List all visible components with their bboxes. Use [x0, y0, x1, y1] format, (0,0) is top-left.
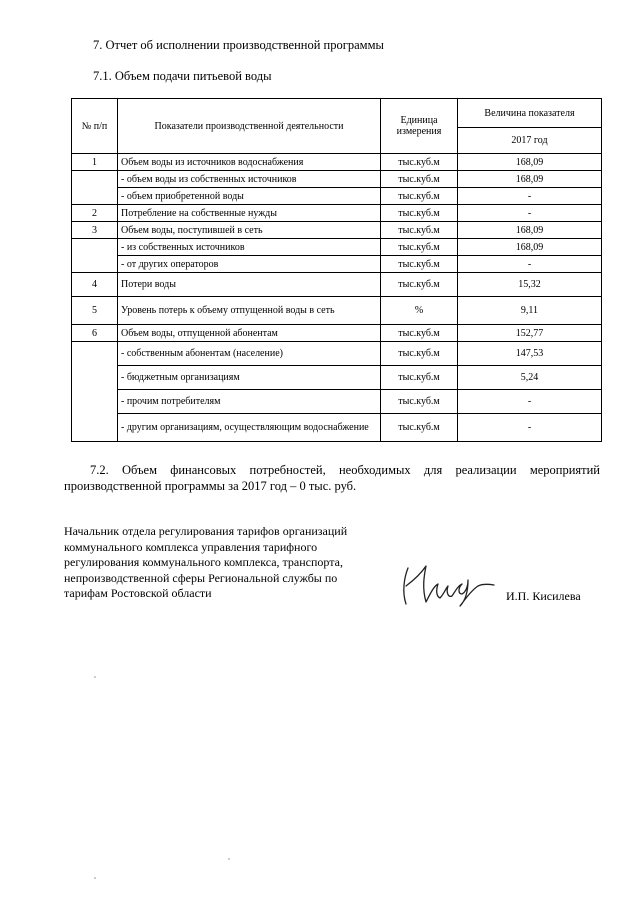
row-label: Потери воды: [118, 273, 381, 297]
row-label: - прочим потребителям: [118, 390, 381, 414]
table-row: [72, 297, 602, 325]
scan-speck: [94, 676, 96, 678]
signatory-name: И.П. Кисилева: [506, 589, 581, 603]
water-supply-table: [71, 98, 602, 442]
signatory-line: регулирования коммунального комплекса, транспорта,: [64, 555, 343, 569]
scan-speck: [228, 858, 230, 860]
header-value: Величина показателя: [458, 99, 602, 128]
row-value: 168,09: [458, 239, 602, 256]
row-value: 15,32: [458, 273, 602, 297]
signatory-line: Начальник отдела регулирования тарифов организаций: [64, 524, 348, 538]
table-row: [72, 188, 602, 205]
row-value: 168,09: [458, 154, 602, 171]
row-value: -: [458, 188, 602, 205]
row-num: 5: [72, 297, 118, 325]
section-7-2-paragraph: 7.2. Объем финансовых потребностей, необходимых для реализации мероприятий производственной программы за 2017 год – 0 тыс. руб.: [64, 463, 600, 493]
table-row: [72, 390, 602, 414]
table-row: [72, 222, 602, 239]
table-row: [72, 205, 602, 222]
table-row: [72, 325, 602, 342]
row-num: 3: [72, 222, 118, 239]
signatory-position: [64, 524, 394, 602]
header-num: № п/п: [72, 99, 118, 154]
row-value: -: [458, 414, 602, 442]
row-unit: тыс.куб.м: [381, 366, 458, 390]
row-unit: тыс.куб.м: [381, 325, 458, 342]
row-num: [72, 171, 118, 205]
handwritten-signature: [396, 558, 498, 610]
row-label: - собственным абонентам (население): [118, 342, 381, 366]
row-label: - из собственных источников: [118, 239, 381, 256]
section-7-1-heading: 7.1. Объем подачи питьевой воды: [93, 69, 272, 83]
row-unit: тыс.куб.м: [381, 205, 458, 222]
row-unit: %: [381, 297, 458, 325]
row-unit: тыс.куб.м: [381, 239, 458, 256]
row-num: [72, 342, 118, 442]
signatory-line: непроизводственной сферы Региональной службы по: [64, 570, 338, 585]
row-unit: тыс.куб.м: [381, 171, 458, 188]
row-unit: тыс.куб.м: [381, 256, 458, 273]
table-row: [72, 273, 602, 297]
signatory-line: тарифам Ростовской области: [64, 586, 212, 600]
row-num: 6: [72, 325, 118, 342]
section-7-heading: 7. Отчет об исполнении производственной программы: [93, 38, 384, 52]
table-row: [72, 239, 602, 256]
row-num: [72, 239, 118, 273]
row-unit: тыс.куб.м: [381, 390, 458, 414]
row-label: Потребление на собственные нужды: [118, 205, 381, 222]
signatory-line: коммунального комплекса управления тарифного: [64, 539, 318, 554]
row-value: 168,09: [458, 222, 602, 239]
row-value: 147,53: [458, 342, 602, 366]
row-label: Уровень потерь к объему отпущенной воды в сеть: [118, 297, 381, 325]
row-value: 9,11: [458, 297, 602, 325]
row-num: 2: [72, 205, 118, 222]
row-label: - от других операторов: [118, 256, 381, 273]
row-num: 4: [72, 273, 118, 297]
row-num: 1: [72, 154, 118, 171]
table-row: [72, 414, 602, 442]
header-indicator: Показатели производственной деятельности: [118, 99, 381, 154]
row-value: 5,24: [458, 366, 602, 390]
row-unit: тыс.куб.м: [381, 188, 458, 205]
table-row: [72, 154, 602, 171]
row-label: - бюджетным организациям: [118, 366, 381, 390]
row-label: Объем воды, поступившей в сеть: [118, 222, 381, 239]
row-value: 168,09: [458, 171, 602, 188]
row-label: - другим организациям, осуществляющим водоснабжение: [118, 414, 381, 442]
row-label: - объем приобретенной воды: [118, 188, 381, 205]
header-unit: Единица измерения: [381, 99, 458, 154]
row-unit: тыс.куб.м: [381, 154, 458, 171]
row-unit: тыс.куб.м: [381, 342, 458, 366]
row-label: Объем воды из источников водоснабжения: [118, 154, 381, 171]
table-row: [72, 256, 602, 273]
row-unit: тыс.куб.м: [381, 273, 458, 297]
table-row: [72, 366, 602, 390]
row-value: -: [458, 390, 602, 414]
table-row: [72, 342, 602, 366]
row-value: -: [458, 256, 602, 273]
header-year: 2017 год: [458, 128, 602, 154]
row-label: Объем воды, отпущенной абонентам: [118, 325, 381, 342]
row-unit: тыс.куб.м: [381, 222, 458, 239]
row-value: -: [458, 205, 602, 222]
row-label: - объем воды из собственных источников: [118, 171, 381, 188]
row-unit: тыс.куб.м: [381, 414, 458, 442]
scan-speck: [94, 877, 96, 879]
row-value: 152,77: [458, 325, 602, 342]
table-row: [72, 171, 602, 188]
